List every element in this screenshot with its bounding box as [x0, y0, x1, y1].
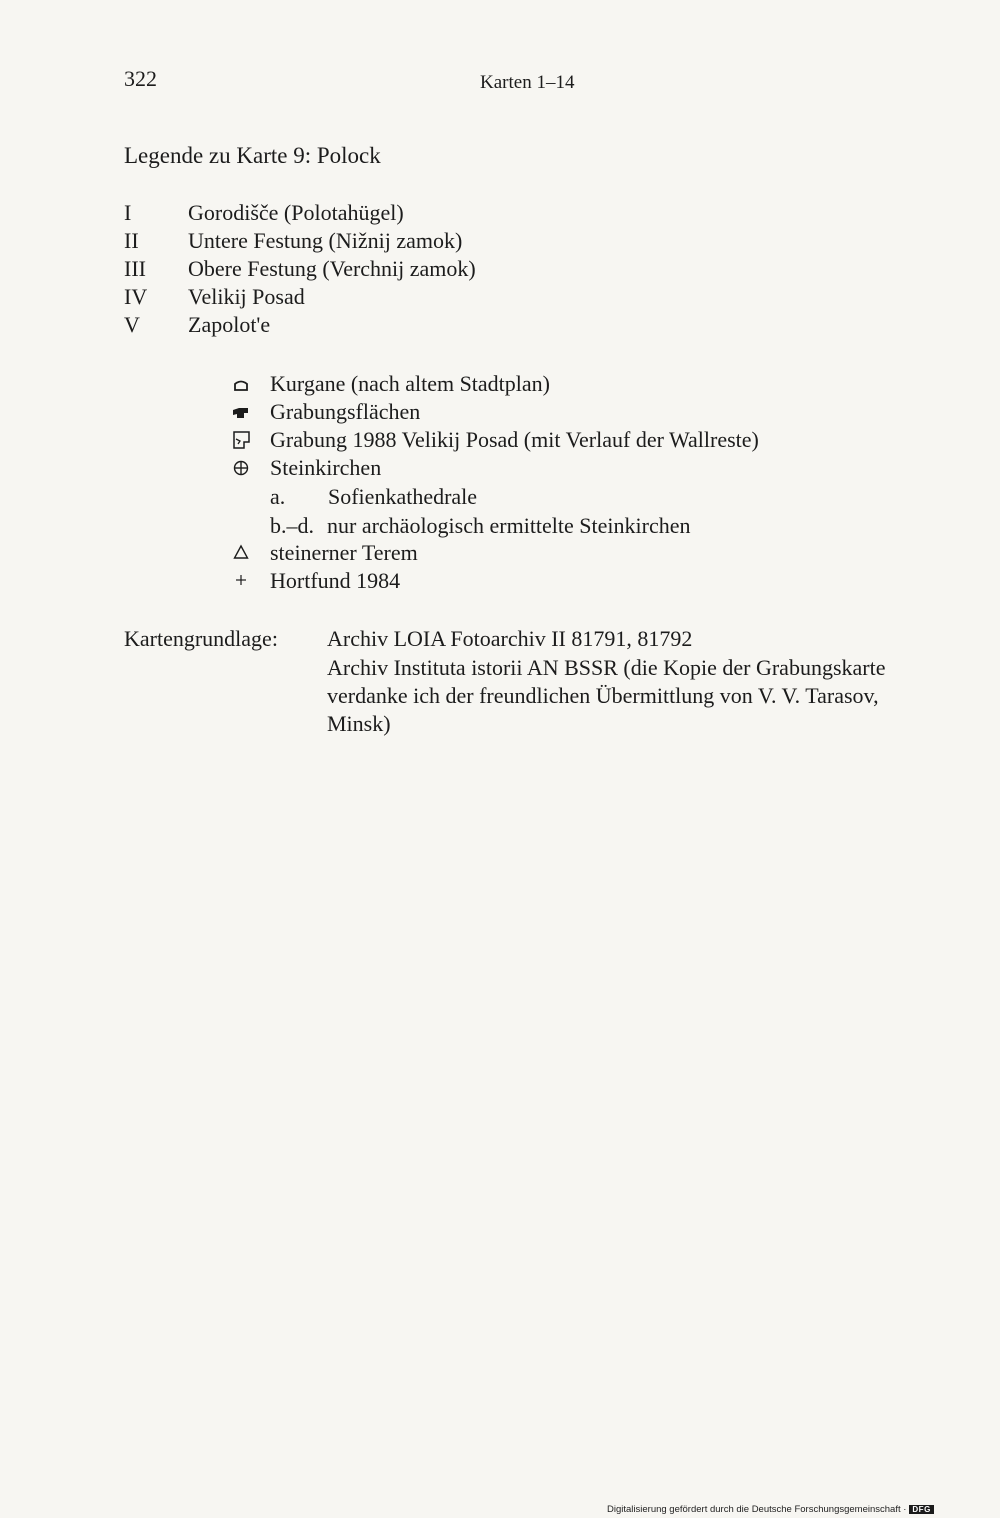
- footer-text: Digitalisierung gefördert durch die Deutsche Forschungsgemeinschaft ·: [607, 1504, 907, 1515]
- stone-church-icon: [230, 457, 252, 479]
- map-basis-label: Kartengrundlage:: [124, 626, 278, 651]
- plus-icon: [230, 570, 252, 592]
- legend-subitem-text: [327, 513, 690, 541]
- subitem-text: Sofienkathedrale: [328, 484, 478, 509]
- subitem-text: nur archäologisch ermittelte Steinkirchen: [327, 513, 691, 538]
- map-basis-line: Archiv Instituta istorii AN BSSR (die Kopie der Grabungskarte: [327, 655, 886, 680]
- region-numeral: IV: [124, 284, 148, 309]
- excavation-1988-icon: [230, 429, 252, 451]
- region-name: Zapolot'e: [188, 312, 271, 337]
- subitem-key: b.–d.: [270, 513, 314, 538]
- legend-label: Grabungsflächen: [270, 399, 421, 424]
- page-number: 322: [124, 66, 157, 91]
- region-name: Obere Festung (Verchnij zamok): [188, 256, 476, 281]
- region-numeral: II: [124, 228, 139, 253]
- region-name: Gorodišče (Polotahügel): [188, 200, 404, 225]
- region-numeral: V: [124, 312, 140, 337]
- map-basis-line: verdanke ich der freundlichen Übermittlung von V. V. Tarasov,: [327, 683, 879, 708]
- legend-label: Kurgane (nach altem Stadtplan): [270, 371, 550, 396]
- dfg-logo: DFG: [909, 1505, 933, 1514]
- region-name: Velikij Posad: [188, 284, 305, 309]
- legend-subitem-text: [328, 484, 477, 512]
- legend-subitem: [270, 513, 314, 541]
- subitem-key: a.: [270, 484, 286, 509]
- kurgan-icon: [230, 373, 252, 395]
- legend-label: Steinkirchen: [270, 455, 382, 480]
- region-numeral: III: [124, 256, 146, 281]
- legend-label: Hortfund 1984: [270, 568, 401, 593]
- legend-label: Grabung 1988 Velikij Posad (mit Verlauf der Wallreste): [270, 427, 759, 452]
- legend-label: steinerner Terem: [270, 540, 418, 565]
- excavation-area-icon: [230, 401, 252, 423]
- legend-title: Legende zu Karte 9: Polock: [124, 143, 381, 168]
- map-basis-line: Minsk): [327, 711, 391, 736]
- triangle-icon: [230, 542, 252, 564]
- digitization-footer: [607, 1504, 934, 1515]
- region-name: Untere Festung (Nižnij zamok): [188, 228, 463, 253]
- region-numeral: I: [124, 200, 132, 225]
- running-head: Karten 1–14: [480, 72, 575, 93]
- map-basis-line: Archiv LOIA Fotoarchiv II 81791, 81792: [327, 626, 693, 651]
- legend-subitem: [270, 484, 285, 512]
